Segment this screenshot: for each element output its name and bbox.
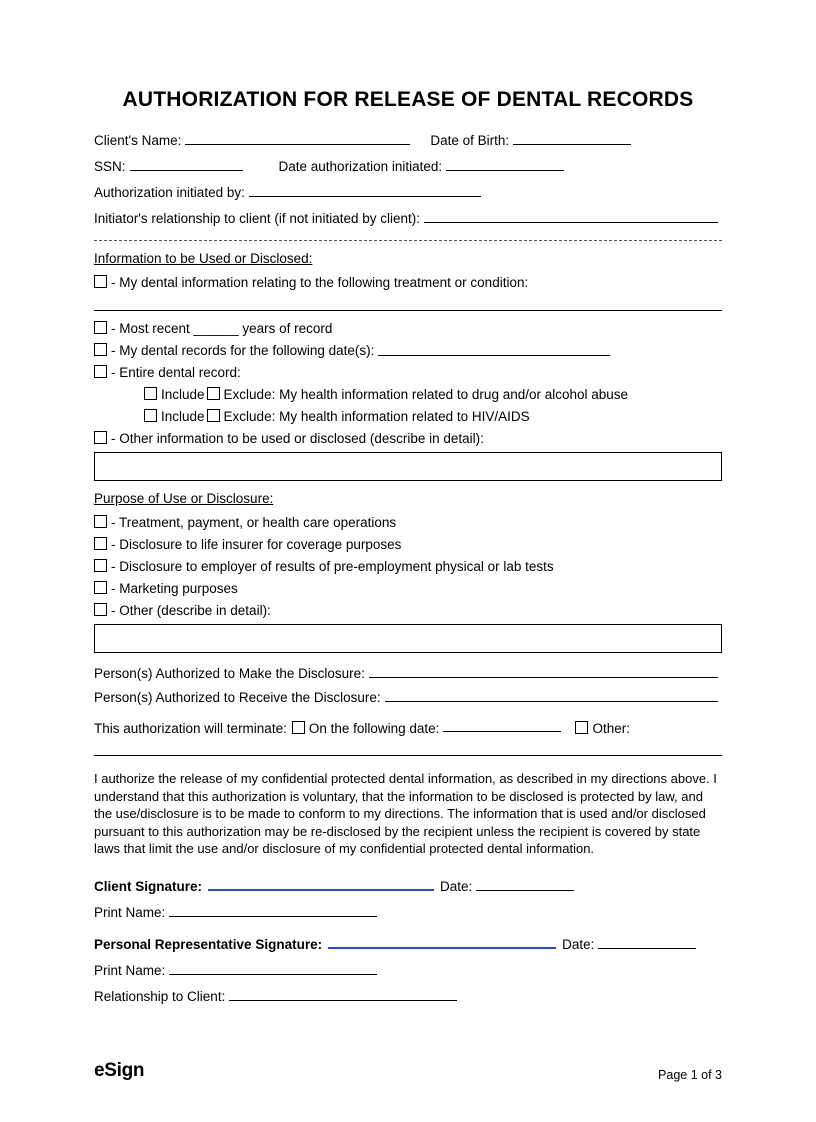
make-disclosure-row <box>94 663 722 683</box>
purpose-section-heading: Purpose of Use or Disclosure: <box>94 491 274 506</box>
rep-signature-row <box>94 932 722 952</box>
purpose-item-employer[interactable] <box>94 557 722 576</box>
rep-date-label: Date: <box>562 936 595 952</box>
checkbox-icon[interactable] <box>207 387 220 400</box>
termination-other-input[interactable] <box>94 740 722 756</box>
dob-label: Date of Birth: <box>430 133 510 148</box>
receive-disclosure-input[interactable] <box>385 687 718 702</box>
checkbox-icon[interactable] <box>575 721 588 734</box>
drug-alcohol-sub-row-wrapper <box>144 385 722 426</box>
ssn-label: SSN: <box>94 159 126 174</box>
info-item-label: - My dental information relating to the following treatment or condition: <box>111 275 529 290</box>
checkbox-icon[interactable] <box>94 537 107 550</box>
checkbox-icon[interactable] <box>94 515 107 528</box>
info-item-other[interactable] <box>94 429 722 448</box>
checkbox-icon[interactable] <box>144 409 157 422</box>
purpose-item-marketing[interactable] <box>94 579 722 598</box>
rep-print-name-input[interactable] <box>169 960 377 975</box>
records-dates-input[interactable] <box>378 341 610 356</box>
client-signature-row <box>94 874 722 894</box>
purpose-item-label: - Treatment, payment, or health care operations <box>111 515 397 530</box>
receive-disclosure-row <box>94 687 722 707</box>
checkbox-icon[interactable] <box>94 581 107 594</box>
rep-print-name-row <box>94 960 722 978</box>
esign-logo: eSign <box>94 1060 145 1081</box>
initiator-relationship-input[interactable] <box>424 208 718 223</box>
client-print-name-input[interactable] <box>169 902 377 917</box>
relationship-input[interactable] <box>229 986 457 1001</box>
info-item-label: - Entire dental record: <box>111 365 241 380</box>
section-divider <box>94 240 722 241</box>
purpose-item-life-insurer[interactable] <box>94 535 722 554</box>
include-label: Include <box>161 387 205 402</box>
authorization-initiated-by-row <box>94 182 722 202</box>
checkbox-icon[interactable] <box>144 387 157 400</box>
relationship-row <box>94 986 722 1004</box>
include-label: Include <box>161 409 205 424</box>
exclude-label: Exclude: My health information related to drug and/or alcohol abuse <box>223 387 629 402</box>
termination-date-input[interactable] <box>443 717 561 732</box>
info-item-treatment-condition[interactable] <box>94 273 722 292</box>
checkbox-icon[interactable] <box>94 559 107 572</box>
date-initiated-label: Date authorization initiated: <box>278 159 443 174</box>
ssn-row <box>94 156 722 176</box>
info-item-records-dates[interactable] <box>94 341 722 360</box>
client-name-input[interactable] <box>185 130 410 145</box>
client-date-input[interactable] <box>476 876 574 891</box>
termination-on-date-label: On the following date: <box>308 721 440 736</box>
client-signature-input[interactable] <box>208 874 434 891</box>
purpose-item-label: - Other (describe in detail): <box>111 603 271 618</box>
checkbox-icon[interactable] <box>94 431 107 444</box>
purpose-item-label: - Disclosure to life insurer for coverage purposes <box>111 537 402 552</box>
purpose-item-other[interactable] <box>94 601 722 620</box>
initiator-relationship-row <box>94 208 722 228</box>
authorization-paragraph: I authorize the release of my confidential protected dental information, as described in my directions above. I understand that this authorization is voluntary, that the information to be disclosed is protected by law, and the use/disclosure is to be made to conform to my directions. The information that is used and/or disclosed pursuant to this authorization may be re-disclosed by the recipient unless the recipient is covered by state laws that limit the use and/or disclosure of my confidential protected dental information. <box>94 771 717 856</box>
checkbox-icon[interactable] <box>292 721 305 734</box>
info-item-entire-record[interactable] <box>94 363 722 382</box>
page-number: Page 1 of 3 <box>658 1068 722 1082</box>
purpose-item-treatment-payment[interactable] <box>94 513 722 532</box>
authorization-initiated-by-label: Authorization initiated by: <box>94 185 245 200</box>
checkbox-icon[interactable] <box>94 275 107 288</box>
rep-print-name-label: Print Name: <box>94 962 166 978</box>
client-print-name-label: Print Name: <box>94 904 166 920</box>
date-initiated-input[interactable] <box>446 156 564 171</box>
other-info-textarea[interactable] <box>94 452 722 481</box>
client-name-label: Client's Name: <box>94 133 182 148</box>
info-item-label: - My dental records for the following date(s): <box>111 343 375 358</box>
exclude-label: Exclude: My health information related to HIV/AIDS <box>223 409 530 424</box>
info-item-label: - Other information to be used or disclosed (describe in detail): <box>111 431 484 446</box>
client-print-name-row <box>94 902 722 920</box>
info-section-heading: Information to be Used or Disclosed: <box>94 251 313 266</box>
relationship-label: Relationship to Client: <box>94 988 226 1004</box>
document-page <box>0 88 816 1122</box>
treatment-condition-input[interactable] <box>94 295 722 311</box>
checkbox-icon[interactable] <box>94 603 107 616</box>
info-item-label: - Most recent ______ years of record <box>111 321 333 336</box>
receive-disclosure-label: Person(s) Authorized to Receive the Disclosure: <box>94 690 381 705</box>
page-title: AUTHORIZATION FOR RELEASE OF DENTAL RECORDS <box>122 88 694 111</box>
checkbox-icon[interactable] <box>94 343 107 356</box>
client-date-label: Date: <box>440 878 473 894</box>
make-disclosure-label: Person(s) Authorized to Make the Disclosure: <box>94 666 365 681</box>
termination-lead-label: This authorization will terminate: <box>94 721 287 736</box>
other-purpose-textarea[interactable] <box>94 624 722 653</box>
info-item-most-recent-years[interactable] <box>94 319 722 338</box>
rep-signature-label: Personal Representative Signature: <box>94 936 323 952</box>
dob-input[interactable] <box>513 130 631 145</box>
rep-date-input[interactable] <box>598 934 696 949</box>
sub-item-drug-alcohol[interactable] <box>144 385 722 404</box>
termination-other-label: Other: <box>592 721 630 736</box>
sub-item-hiv-aids[interactable] <box>144 407 722 426</box>
checkbox-icon[interactable] <box>94 321 107 334</box>
authorization-initiated-by-input[interactable] <box>249 182 481 197</box>
purpose-item-label: - Marketing purposes <box>111 581 238 596</box>
page-footer <box>94 1060 722 1082</box>
rep-signature-input[interactable] <box>328 932 556 949</box>
client-signature-label: Client Signature: <box>94 878 203 894</box>
client-name-row <box>94 130 722 150</box>
termination-row <box>94 719 722 738</box>
ssn-input[interactable] <box>130 156 243 171</box>
purpose-item-label: - Disclosure to employer of results of pre-employment physical or lab tests <box>111 559 554 574</box>
initiator-relationship-label: Initiator's relationship to client (if not initiated by client): <box>94 211 420 226</box>
checkbox-icon[interactable] <box>207 409 220 422</box>
checkbox-icon[interactable] <box>94 365 107 378</box>
make-disclosure-input[interactable] <box>369 663 718 678</box>
